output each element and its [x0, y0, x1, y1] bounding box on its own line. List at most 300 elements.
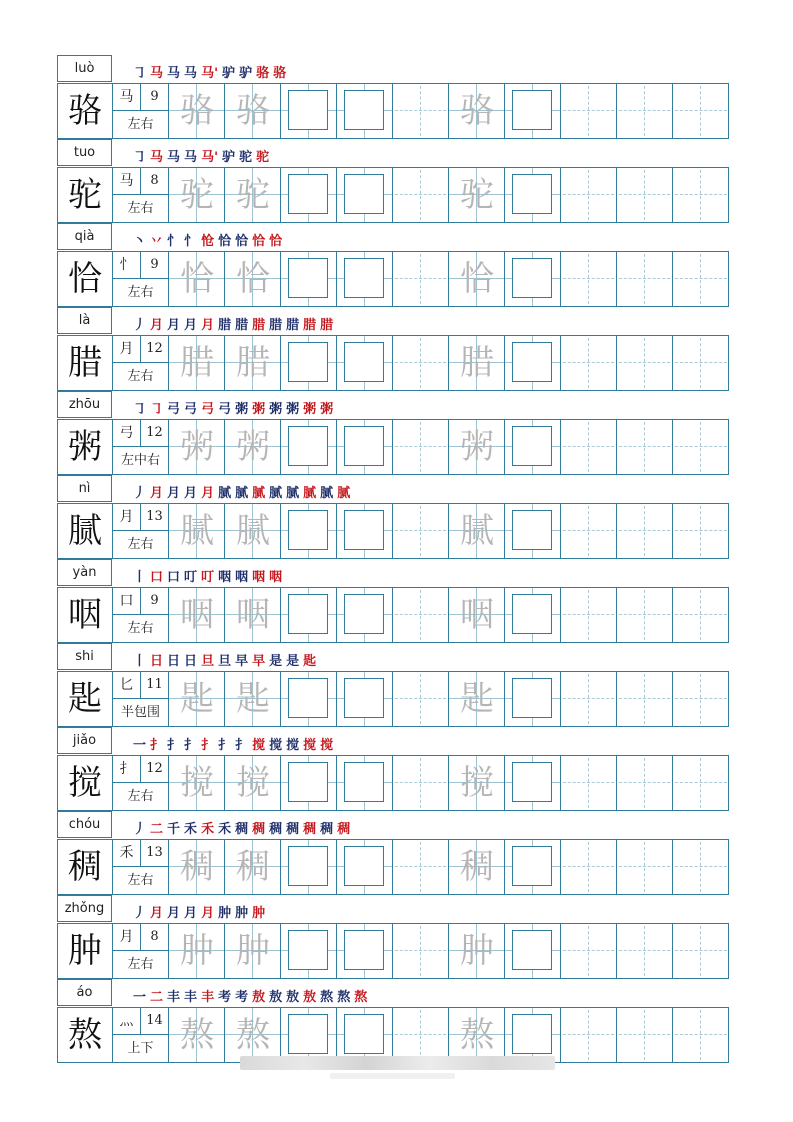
stroke-step: 敖: [252, 990, 266, 1005]
boxed-practice-cell[interactable]: [505, 672, 561, 726]
inner-box: [344, 510, 384, 550]
inner-box: [512, 510, 552, 550]
stroke-step: 恰: [235, 234, 249, 249]
trace-cell[interactable]: [225, 504, 281, 558]
stroke-order: [133, 650, 320, 670]
character-info: [113, 672, 169, 726]
practice-cell[interactable]: [673, 840, 729, 894]
inner-box: [344, 678, 384, 718]
character-row: [57, 811, 729, 895]
stroke-order: [133, 482, 354, 502]
stroke-step: 月: [201, 486, 215, 501]
practice-cell[interactable]: [561, 756, 617, 810]
trace-character: 匙: [180, 679, 214, 719]
character-info: [113, 588, 169, 642]
practice-cell[interactable]: [617, 840, 673, 894]
stroke-count: 13: [141, 504, 168, 531]
boxed-practice-cell[interactable]: [505, 840, 561, 894]
trace-cell[interactable]: [449, 840, 505, 894]
stroke-step: 搅: [320, 738, 334, 753]
stroke-step: 恰: [218, 234, 232, 249]
stroke-step: 二: [150, 822, 164, 837]
model-character: 肿: [58, 924, 113, 978]
stroke-step: 搅: [252, 738, 266, 753]
character-info: [113, 84, 169, 138]
trace-cell[interactable]: [169, 840, 225, 894]
stroke-step: 丰: [184, 990, 198, 1005]
boxed-practice-cell[interactable]: [505, 252, 561, 306]
stroke-step: 腻: [303, 486, 317, 501]
character-info: [113, 924, 169, 978]
boxed-practice-cell[interactable]: [337, 504, 393, 558]
boxed-practice-cell[interactable]: [281, 840, 337, 894]
stroke-step: 驴: [239, 66, 253, 81]
stroke-count: 12: [141, 420, 168, 447]
boxed-practice-cell[interactable]: [337, 924, 393, 978]
character-info: [113, 168, 169, 222]
inner-box: [512, 930, 552, 970]
stroke-step: 二: [150, 990, 164, 1005]
stroke-step: 稠: [235, 822, 249, 837]
trace-cell[interactable]: [225, 168, 281, 222]
trace-cell[interactable]: [449, 672, 505, 726]
boxed-practice-cell[interactable]: [337, 84, 393, 138]
practice-cell[interactable]: [617, 84, 673, 138]
practice-cell[interactable]: [673, 756, 729, 810]
practice-cell[interactable]: [393, 924, 449, 978]
stroke-step: 稠: [303, 822, 317, 837]
stroke-step: 弓: [201, 402, 215, 417]
trace-cell[interactable]: [449, 420, 505, 474]
model-character: 熬: [58, 1008, 113, 1062]
pinyin-label: nì: [78, 481, 91, 496]
structure-label: 左右: [127, 957, 154, 972]
model-character: 稠: [58, 840, 113, 894]
stroke-step: 骆: [256, 66, 270, 81]
pinyin-box: [57, 307, 112, 334]
stroke-step: 早: [235, 654, 249, 669]
practice-cell[interactable]: [673, 252, 729, 306]
model-character: 腊: [58, 336, 113, 390]
stroke-step: 早: [252, 654, 266, 669]
practice-cell[interactable]: [673, 84, 729, 138]
stroke-order: [133, 230, 286, 250]
practice-cell[interactable]: [561, 336, 617, 390]
practice-cell[interactable]: [561, 1008, 617, 1062]
trace-character: 肿: [180, 931, 214, 971]
stroke-step: 腻: [337, 486, 351, 501]
inner-box: [288, 342, 328, 382]
stroke-step: 驼: [239, 150, 253, 165]
trace-cell[interactable]: [449, 84, 505, 138]
stroke-step: 弓: [218, 402, 232, 417]
stroke-step: 禾: [184, 822, 198, 837]
stroke-step: 弓: [167, 402, 181, 417]
stroke-step: 马: [184, 150, 198, 165]
character-row: [57, 139, 729, 223]
writing-grid: [57, 503, 729, 559]
practice-cell[interactable]: [673, 588, 729, 642]
trace-cell[interactable]: [169, 1008, 225, 1062]
practice-cell[interactable]: [617, 924, 673, 978]
boxed-practice-cell[interactable]: [337, 1008, 393, 1062]
stroke-step: 粥: [252, 402, 266, 417]
inner-box: [512, 1014, 552, 1054]
stroke-step: 马: [150, 150, 164, 165]
stroke-step: 扌: [218, 738, 232, 753]
practice-cell[interactable]: [393, 672, 449, 726]
stroke-step: 肿: [218, 906, 232, 921]
trace-cell[interactable]: [449, 504, 505, 558]
trace-cell[interactable]: [225, 924, 281, 978]
boxed-practice-cell[interactable]: [505, 1008, 561, 1062]
stroke-step: 扌: [201, 738, 215, 753]
boxed-practice-cell[interactable]: [505, 588, 561, 642]
practice-cell[interactable]: [617, 588, 673, 642]
model-character: 驼: [58, 168, 113, 222]
trace-cell[interactable]: [169, 756, 225, 810]
radical-label: 弓: [113, 420, 141, 447]
character-row: [57, 55, 729, 139]
boxed-practice-cell[interactable]: [337, 672, 393, 726]
writing-grid: [57, 419, 729, 475]
model-character: 匙: [58, 672, 113, 726]
trace-cell[interactable]: [225, 588, 281, 642]
stroke-step: 丿: [133, 486, 147, 501]
practice-cell[interactable]: [617, 336, 673, 390]
trace-cell[interactable]: [169, 420, 225, 474]
practice-cell[interactable]: [561, 84, 617, 138]
stroke-step: 忄: [184, 234, 198, 249]
practice-cell[interactable]: [617, 1008, 673, 1062]
trace-character: 熬: [460, 1015, 494, 1055]
stroke-step: 月: [150, 318, 164, 333]
practice-cell[interactable]: [617, 420, 673, 474]
stroke-step: 月: [201, 906, 215, 921]
character-info: [113, 420, 169, 474]
boxed-practice-cell[interactable]: [281, 420, 337, 474]
practice-cell[interactable]: [393, 168, 449, 222]
boxed-practice-cell[interactable]: [281, 1008, 337, 1062]
stroke-step: 禾: [218, 822, 232, 837]
stroke-step: 扌: [167, 738, 181, 753]
trace-cell[interactable]: [449, 1008, 505, 1062]
stroke-step: 丰: [201, 990, 215, 1005]
practice-cell[interactable]: [561, 504, 617, 558]
practice-cell[interactable]: [673, 504, 729, 558]
practice-cell[interactable]: [617, 504, 673, 558]
trace-cell[interactable]: [169, 252, 225, 306]
boxed-practice-cell[interactable]: [281, 756, 337, 810]
trace-character: 肿: [236, 931, 270, 971]
boxed-practice-cell[interactable]: [281, 672, 337, 726]
structure-label: 左右: [127, 285, 154, 300]
practice-cell[interactable]: [393, 1008, 449, 1062]
trace-cell[interactable]: [169, 336, 225, 390]
boxed-practice-cell[interactable]: [337, 588, 393, 642]
trace-cell[interactable]: [169, 588, 225, 642]
inner-box: [344, 174, 384, 214]
trace-character: 咽: [460, 595, 494, 635]
stroke-step: 马: [167, 150, 181, 165]
stroke-step: 月: [167, 486, 181, 501]
stroke-order: [133, 62, 290, 82]
radical-label: 月: [113, 504, 141, 531]
character-row: [57, 895, 729, 979]
stroke-step: 禾: [201, 822, 215, 837]
character-info: [113, 756, 169, 810]
inner-box: [288, 510, 328, 550]
radical-label: 月: [113, 924, 141, 951]
trace-cell[interactable]: [225, 252, 281, 306]
stroke-step: 稠: [252, 822, 266, 837]
practice-cell[interactable]: [673, 336, 729, 390]
trace-character: 恰: [180, 259, 214, 299]
trace-cell[interactable]: [225, 336, 281, 390]
stroke-step: 腻: [235, 486, 249, 501]
stroke-step: 月: [184, 486, 198, 501]
stroke-step: 恰: [269, 234, 283, 249]
stroke-step: 腊: [252, 318, 266, 333]
pinyin-label: qià: [74, 229, 95, 244]
stroke-step: 熬: [320, 990, 334, 1005]
boxed-practice-cell[interactable]: [505, 924, 561, 978]
stroke-step: 千: [167, 822, 181, 837]
stroke-step: 腊: [303, 318, 317, 333]
boxed-practice-cell[interactable]: [281, 924, 337, 978]
character-row: [57, 475, 729, 559]
stroke-order: [133, 146, 273, 166]
inner-box: [512, 426, 552, 466]
boxed-practice-cell[interactable]: [505, 756, 561, 810]
trace-character: 腊: [180, 343, 214, 383]
character-info: [113, 252, 169, 306]
stroke-step: 丶: [133, 234, 147, 249]
stroke-step: 口: [167, 570, 181, 585]
trace-cell[interactable]: [449, 336, 505, 390]
trace-cell[interactable]: [169, 84, 225, 138]
practice-cell[interactable]: [673, 924, 729, 978]
pinyin-box: [57, 727, 112, 754]
trace-cell[interactable]: [225, 756, 281, 810]
stroke-step: 咽: [252, 570, 266, 585]
stroke-step: 月: [184, 318, 198, 333]
model-character: 粥: [58, 420, 113, 474]
stroke-order: [133, 734, 337, 754]
practice-cell[interactable]: [393, 504, 449, 558]
practice-cell[interactable]: [617, 756, 673, 810]
trace-character: 骆: [180, 91, 214, 131]
stroke-count: 9: [141, 252, 168, 279]
practice-cell[interactable]: [393, 84, 449, 138]
writing-grid: [57, 923, 729, 979]
trace-character: 腊: [236, 343, 270, 383]
practice-cell[interactable]: [393, 336, 449, 390]
boxed-practice-cell[interactable]: [281, 336, 337, 390]
trace-cell[interactable]: [225, 420, 281, 474]
boxed-practice-cell[interactable]: [337, 168, 393, 222]
trace-cell[interactable]: [449, 756, 505, 810]
writing-grid: [57, 671, 729, 727]
trace-cell[interactable]: [169, 672, 225, 726]
stroke-step: 咽: [218, 570, 232, 585]
boxed-practice-cell[interactable]: [505, 504, 561, 558]
practice-cell[interactable]: [561, 168, 617, 222]
trace-cell[interactable]: [449, 924, 505, 978]
trace-cell[interactable]: [225, 84, 281, 138]
trace-cell[interactable]: [225, 1008, 281, 1062]
stroke-step: 腊: [218, 318, 232, 333]
boxed-practice-cell[interactable]: [281, 588, 337, 642]
trace-cell[interactable]: [449, 252, 505, 306]
practice-cell[interactable]: [393, 252, 449, 306]
trace-cell[interactable]: [169, 168, 225, 222]
radical-label: 马: [113, 84, 141, 111]
practice-cell[interactable]: [561, 420, 617, 474]
boxed-practice-cell[interactable]: [337, 420, 393, 474]
blurred-footer-subtext: [330, 1073, 455, 1079]
practice-cell[interactable]: [617, 252, 673, 306]
trace-character: 咽: [180, 595, 214, 635]
model-character: 恰: [58, 252, 113, 306]
trace-character: 骆: [460, 91, 494, 131]
pinyin-label: tuo: [73, 145, 96, 160]
practice-cell[interactable]: [617, 168, 673, 222]
inner-box: [512, 342, 552, 382]
stroke-step: 粥: [286, 402, 300, 417]
trace-character: 腻: [460, 511, 494, 551]
radical-label: 月: [113, 336, 141, 363]
practice-cell[interactable]: [393, 588, 449, 642]
character-row: [57, 559, 729, 643]
structure-label: 左中右: [120, 453, 160, 468]
practice-cell[interactable]: [561, 924, 617, 978]
trace-character: 熬: [180, 1015, 214, 1055]
boxed-practice-cell[interactable]: [505, 168, 561, 222]
stroke-step: 丰: [167, 990, 181, 1005]
inner-box: [512, 678, 552, 718]
stroke-step: 腻: [286, 486, 300, 501]
inner-box: [344, 258, 384, 298]
inner-box: [344, 762, 384, 802]
pinyin-label: jiǎo: [72, 733, 97, 748]
stroke-count: 9: [141, 84, 168, 111]
stroke-step: 是: [269, 654, 283, 669]
inner-box: [512, 258, 552, 298]
stroke-step: 丷: [150, 234, 164, 249]
practice-cell[interactable]: [617, 672, 673, 726]
trace-character: 腊: [460, 343, 494, 383]
trace-cell[interactable]: [449, 588, 505, 642]
inner-box: [344, 90, 384, 130]
practice-cell[interactable]: [561, 840, 617, 894]
trace-character: 稠: [236, 847, 270, 887]
trace-character: 粥: [180, 427, 214, 467]
stroke-step: 旦: [201, 654, 215, 669]
trace-cell[interactable]: [169, 924, 225, 978]
practice-cell[interactable]: [393, 756, 449, 810]
trace-cell[interactable]: [449, 168, 505, 222]
stroke-step: 咽: [269, 570, 283, 585]
trace-cell[interactable]: [169, 504, 225, 558]
pinyin-label: là: [78, 313, 91, 328]
trace-character: 驼: [460, 175, 494, 215]
stroke-step: 驴: [222, 150, 236, 165]
boxed-practice-cell[interactable]: [281, 84, 337, 138]
stroke-step: 丨: [133, 654, 147, 669]
practice-cell[interactable]: [561, 672, 617, 726]
stroke-step: 敖: [269, 990, 283, 1005]
practice-cell[interactable]: [561, 588, 617, 642]
inner-box: [512, 174, 552, 214]
practice-cell[interactable]: [393, 840, 449, 894]
stroke-step: 腊: [235, 318, 249, 333]
boxed-practice-cell[interactable]: [281, 252, 337, 306]
stroke-step: 敖: [303, 990, 317, 1005]
pinyin-box: [57, 223, 112, 250]
stroke-step: 腻: [252, 486, 266, 501]
stroke-step: 月: [184, 906, 198, 921]
boxed-practice-cell[interactable]: [337, 252, 393, 306]
stroke-step: 腊: [269, 318, 283, 333]
inner-box: [288, 258, 328, 298]
stroke-step: 驼: [256, 150, 270, 165]
writing-grid: [57, 1007, 729, 1063]
boxed-practice-cell[interactable]: [281, 168, 337, 222]
boxed-practice-cell[interactable]: [281, 504, 337, 558]
stroke-step: 马': [201, 66, 219, 81]
pinyin-box: [57, 55, 112, 82]
stroke-step: 马: [167, 66, 181, 81]
trace-cell[interactable]: [225, 672, 281, 726]
stroke-step: 稠: [320, 822, 334, 837]
practice-cell[interactable]: [561, 252, 617, 306]
practice-cell[interactable]: [673, 420, 729, 474]
stroke-step: 丿: [133, 906, 147, 921]
writing-grid: [57, 839, 729, 895]
stroke-step: 搅: [303, 738, 317, 753]
stroke-count: 11: [141, 672, 168, 699]
character-info: [113, 1008, 169, 1062]
practice-cell[interactable]: [393, 420, 449, 474]
trace-cell[interactable]: [225, 840, 281, 894]
stroke-step: 是: [286, 654, 300, 669]
practice-cell[interactable]: [673, 672, 729, 726]
inner-box: [512, 762, 552, 802]
boxed-practice-cell[interactable]: [505, 336, 561, 390]
structure-label: 左右: [127, 537, 154, 552]
practice-cell[interactable]: [673, 1008, 729, 1062]
practice-cell[interactable]: [673, 168, 729, 222]
stroke-step: 扌: [150, 738, 164, 753]
trace-character: 粥: [460, 427, 494, 467]
radical-label: 马: [113, 168, 141, 195]
stroke-order: [133, 818, 354, 838]
boxed-practice-cell[interactable]: [337, 840, 393, 894]
pinyin-box: [57, 559, 112, 586]
trace-character: 匙: [460, 679, 494, 719]
boxed-practice-cell[interactable]: [337, 756, 393, 810]
stroke-step: 咽: [235, 570, 249, 585]
radical-label: 忄: [113, 252, 141, 279]
inner-box: [288, 426, 328, 466]
stroke-step: 日: [150, 654, 164, 669]
trace-character: 粥: [236, 427, 270, 467]
trace-character: 匙: [236, 679, 270, 719]
boxed-practice-cell[interactable]: [505, 84, 561, 138]
boxed-practice-cell[interactable]: [505, 420, 561, 474]
boxed-practice-cell[interactable]: [337, 336, 393, 390]
